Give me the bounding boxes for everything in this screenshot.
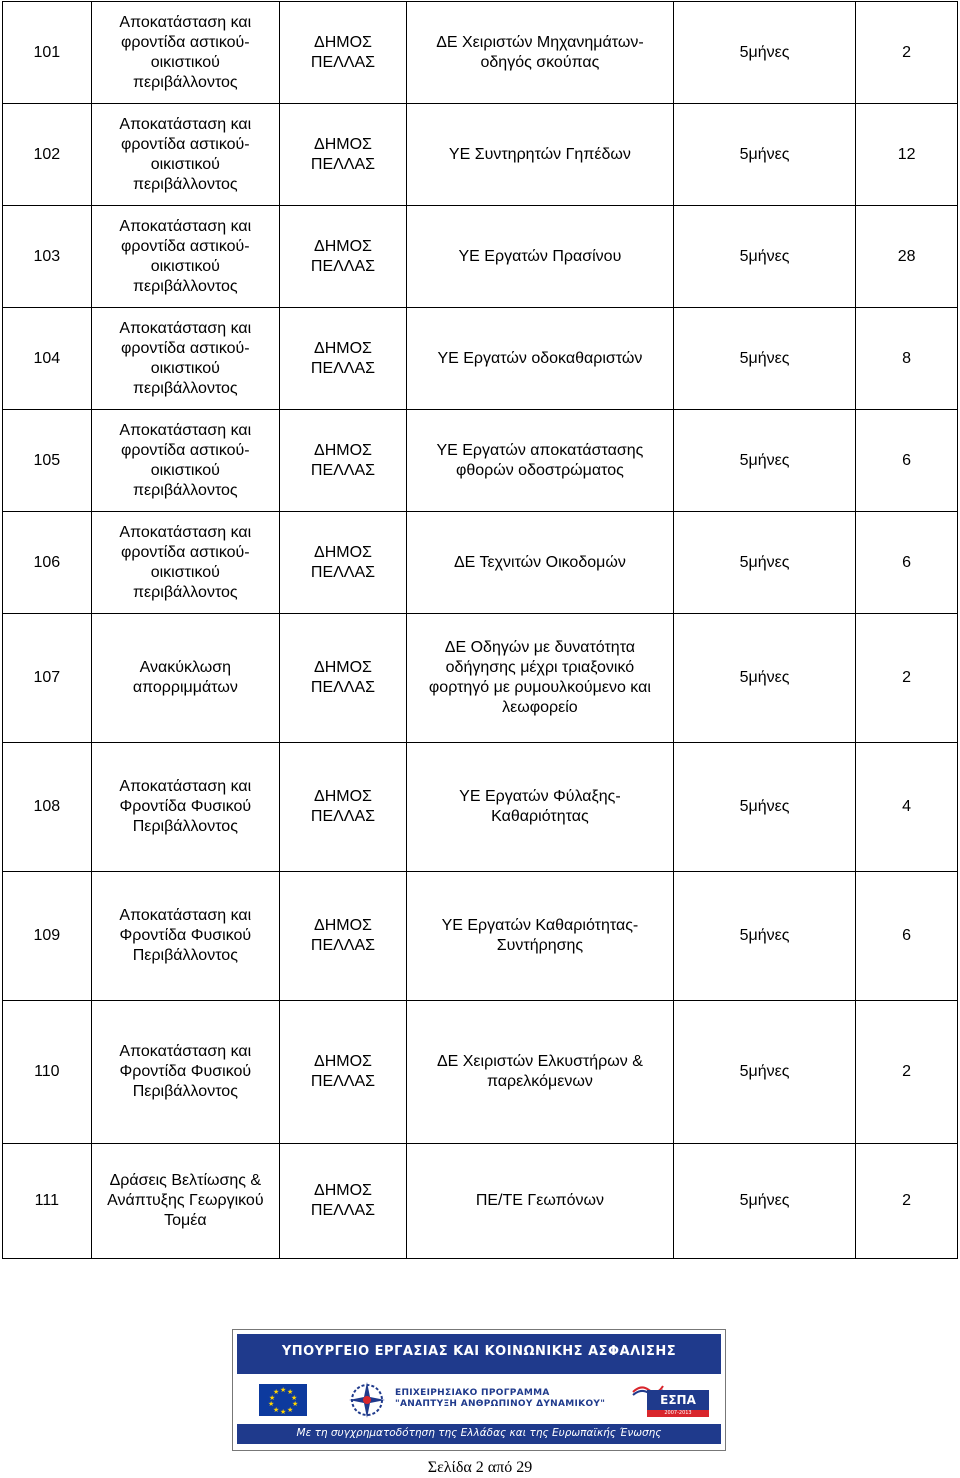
table-row	[3, 743, 958, 872]
municipality-cell: ΔΗΜΟΣ ΠΕΛΛΑΣ	[280, 512, 407, 614]
specialty-cell: ΥΕ Εργατών οδοκαθαριστών	[406, 308, 673, 410]
program-cell: Αποκατάσταση και Φροντίδα Φυσικού Περιβάλλοντος	[91, 872, 279, 1001]
row-number: 101	[3, 2, 92, 104]
row-number: 105	[3, 410, 92, 512]
specialty-cell: ΔΕ Οδηγών με δυνατότητα οδήγησης μέχρι τριαξονικό φορτηγό με ρυμουλκούμενο και λεωφορείο	[406, 614, 673, 743]
specialty-cell: ΔΕ Χειριστών Μηχανημάτων- οδηγός σκούπας	[406, 2, 673, 104]
operational-programme-text	[395, 1388, 605, 1410]
duration-cell: 5μήνες	[673, 614, 855, 743]
program-cell: Αποκατάσταση και φροντίδα αστικού- οικιστικού περιβάλλοντος	[91, 2, 279, 104]
row-number: 109	[3, 872, 92, 1001]
specialty-cell: ΥΕ Εργατών αποκατάστασης φθορών οδοστρώματος	[406, 410, 673, 512]
duration-cell: 5μήνες	[673, 872, 855, 1001]
row-number: 102	[3, 104, 92, 206]
municipality-cell: ΔΗΜΟΣ ΠΕΛΛΑΣ	[280, 104, 407, 206]
municipality-cell: ΔΗΜΟΣ ΠΕΛΛΑΣ	[280, 308, 407, 410]
count-cell: 12	[856, 104, 958, 206]
municipality-cell: ΔΗΜΟΣ ΠΕΛΛΑΣ	[280, 206, 407, 308]
logos-strip	[237, 1378, 721, 1424]
count-cell: 6	[856, 512, 958, 614]
table-row	[3, 410, 958, 512]
program-cell: Αποκατάσταση και φροντίδα αστικού- οικιστικού περιβάλλοντος	[91, 308, 279, 410]
cofunding-text: Με τη συγχρηματοδότηση της Ελλάδας και της Ευρωπαϊκής Ένωσης	[296, 1427, 662, 1439]
op-line-2: "ΑΝΑΠΤΥΞΗ ΑΝΘΡΩΠΙΝΟΥ ΔΥΝΑΜΙΚΟΥ"	[395, 1399, 606, 1409]
duration-cell: 5μήνες	[673, 308, 855, 410]
duration-cell: 5μήνες	[673, 1144, 855, 1259]
program-cell: Αποκατάσταση και φροντίδα αστικού- οικιστικού περιβάλλοντος	[91, 512, 279, 614]
count-cell: 2	[856, 1144, 958, 1259]
count-cell: 6	[856, 410, 958, 512]
program-cell: Αποκατάσταση και Φροντίδα Φυσικού Περιβάλλοντος	[91, 743, 279, 872]
specialty-cell: ΥΕ Εργατών Φύλαξης- Καθαριότητας	[406, 743, 673, 872]
ministry-title: ΥΠΟΥΡΓΕΙΟ ΕΡΓΑΣΙΑΣ ΚΑΙ ΚΟΙΝΩΝΙΚΗΣ ΑΣΦΑΛΙΣΗΣ	[281, 1344, 677, 1359]
specialty-cell: ΠΕ/ΤΕ Γεωπόνων	[406, 1144, 673, 1259]
op-line-1: ΕΠΙΧΕΙΡΗΣΙΑΚΟ ΠΡΟΓΡΑΜΜΑ	[395, 1388, 550, 1398]
municipality-cell: ΔΗΜΟΣ ΠΕΛΛΑΣ	[280, 743, 407, 872]
program-cell: Δράσεις Βελτίωσης & Ανάπτυξης Γεωργικού Τομέα	[91, 1144, 279, 1259]
espa-years: 2007-2013	[647, 1410, 709, 1417]
duration-cell: 5μήνες	[673, 206, 855, 308]
row-number: 108	[3, 743, 92, 872]
count-cell: 28	[856, 206, 958, 308]
count-cell: 2	[856, 2, 958, 104]
municipality-cell: ΔΗΜΟΣ ΠΕΛΛΑΣ	[280, 1144, 407, 1259]
count-cell: 8	[856, 308, 958, 410]
table-row	[3, 104, 958, 206]
row-number: 107	[3, 614, 92, 743]
duration-cell: 5μήνες	[673, 2, 855, 104]
table-row	[3, 1001, 958, 1144]
count-cell: 6	[856, 872, 958, 1001]
cofunding-banner	[232, 1329, 726, 1451]
municipality-cell: ΔΗΜΟΣ ΠΕΛΛΑΣ	[280, 872, 407, 1001]
municipality-cell: ΔΗΜΟΣ ΠΕΛΛΑΣ	[280, 614, 407, 743]
program-cell: Αποκατάσταση και φροντίδα αστικού- οικιστικού περιβάλλοντος	[91, 410, 279, 512]
table-row	[3, 512, 958, 614]
table-row	[3, 614, 958, 743]
table-row	[3, 872, 958, 1001]
compass-logo-icon	[347, 1380, 387, 1420]
program-cell: Αποκατάσταση και Φροντίδα Φυσικού Περιβάλλοντος	[91, 1001, 279, 1144]
duration-cell: 5μήνες	[673, 743, 855, 872]
municipality-cell: ΔΗΜΟΣ ΠΕΛΛΑΣ	[280, 1001, 407, 1144]
row-number: 111	[3, 1144, 92, 1259]
positions-table	[2, 1, 958, 1259]
program-cell: Αποκατάσταση και φροντίδα αστικού- οικιστικού περιβάλλοντος	[91, 104, 279, 206]
duration-cell: 5μήνες	[673, 512, 855, 614]
row-number: 106	[3, 512, 92, 614]
eu-flag-icon: ★ ★ ★ ★ ★ ★ ★ ★ ★ ★	[259, 1384, 307, 1416]
program-cell: Ανακύκλωση απορριμμάτων	[91, 614, 279, 743]
table-row	[3, 308, 958, 410]
page-number: Σελίδα 2 από 29	[427, 1459, 533, 1476]
specialty-cell: ΔΕ Τεχνιτών Οικοδομών	[406, 512, 673, 614]
count-cell: 2	[856, 614, 958, 743]
row-number: 110	[3, 1001, 92, 1144]
table-row	[3, 206, 958, 308]
municipality-cell: ΔΗΜΟΣ ΠΕΛΛΑΣ	[280, 2, 407, 104]
row-number: 103	[3, 206, 92, 308]
ministry-bar	[237, 1334, 721, 1374]
count-cell: 2	[856, 1001, 958, 1144]
table-row	[3, 1144, 958, 1259]
count-cell: 4	[856, 743, 958, 872]
espa-logo: ΕΣΠΑ	[647, 1390, 709, 1410]
cofunding-bar	[237, 1424, 721, 1444]
duration-cell: 5μήνες	[673, 1001, 855, 1144]
specialty-cell: ΥΕ Συντηρητών Γηπέδων	[406, 104, 673, 206]
row-number: 104	[3, 308, 92, 410]
specialty-cell: ΥΕ Εργατών Καθαριότητας- Συντήρησης	[406, 872, 673, 1001]
municipality-cell: ΔΗΜΟΣ ΠΕΛΛΑΣ	[280, 410, 407, 512]
program-cell: Αποκατάσταση και φροντίδα αστικού- οικιστικού περιβάλλοντος	[91, 206, 279, 308]
specialty-cell: ΔΕ Χειριστών Ελκυστήρων & παρελκόμενων	[406, 1001, 673, 1144]
specialty-cell: ΥΕ Εργατών Πρασίνου	[406, 206, 673, 308]
duration-cell: 5μήνες	[673, 410, 855, 512]
table-row	[3, 2, 958, 104]
duration-cell: 5μήνες	[673, 104, 855, 206]
